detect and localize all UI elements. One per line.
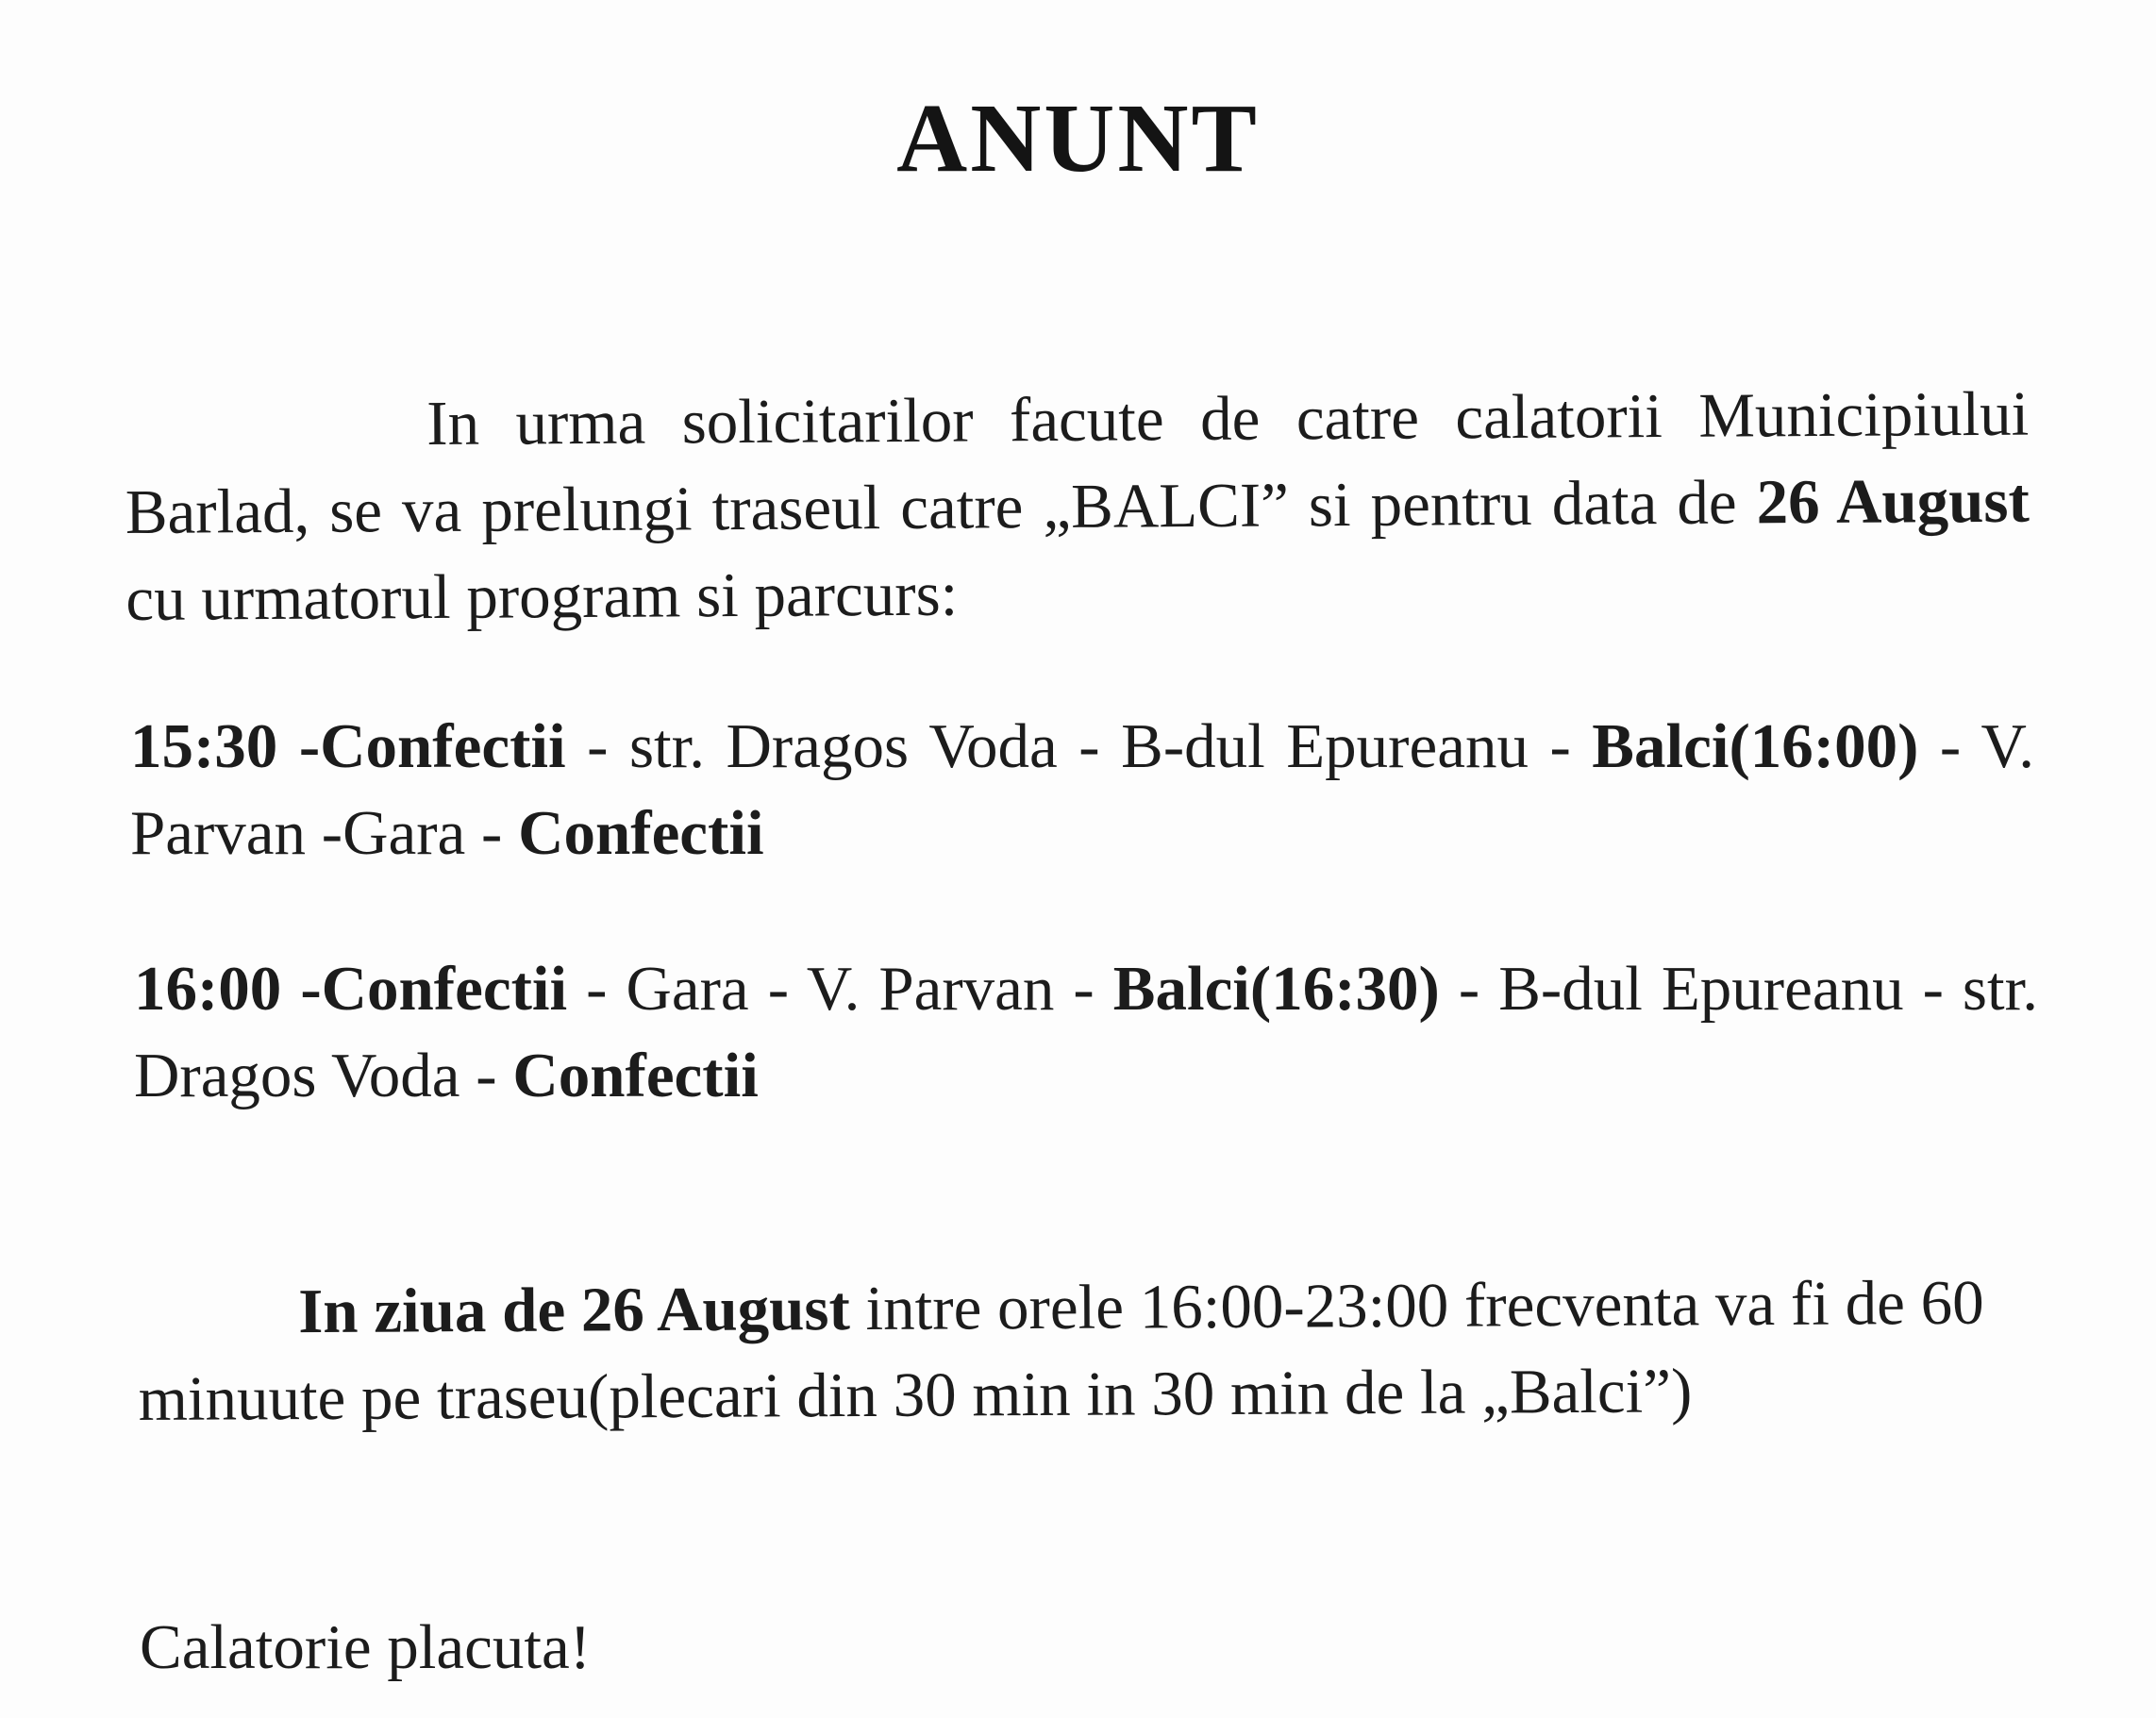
- route-1-segment-b: - V. Parvan -Gara -: [130, 711, 2035, 868]
- intro-paragraph: [125, 371, 2031, 642]
- route-2-end: Confectii: [512, 1041, 759, 1110]
- page-title: ANUNT: [896, 84, 1260, 192]
- route-schedule-1: [130, 703, 2034, 876]
- frequency-paragraph: [138, 1259, 2026, 1443]
- route-2-stop: Balci(16:30): [1112, 954, 1440, 1024]
- route-2-segment-a: - Gara - V. Parvan -: [567, 954, 1113, 1024]
- route-schedule-2: [134, 945, 2038, 1119]
- route-1-stop: Balci(16:00): [1592, 711, 1919, 781]
- intro-date: 26 August: [1756, 465, 2031, 538]
- frequency-text: intre orele 16:00-23:00 frecventa va fi de 60 minuute pe traseu(plecari din 30 min in 30 min de la „Balci”): [138, 1267, 1984, 1434]
- route-1-time: 15:30: [130, 711, 278, 781]
- route-2-segment-b: - B-dul Epureanu - str. Dragos Voda -: [134, 954, 2038, 1110]
- frequency-date: In ziua de 26 August: [298, 1274, 850, 1347]
- closing-greeting: Calatorie placuta!: [140, 1612, 592, 1682]
- route-1-end: Confectii: [518, 798, 764, 868]
- route-1-start: -Confectii: [298, 711, 566, 781]
- intro-lead-text: In urma solicitarilor facute de catre calatorii Municipiului Barlad, se va prelungi traseul catre „BALCI” si pentru data de: [125, 378, 2030, 547]
- route-2-start: -Confectii: [300, 954, 568, 1024]
- intro-tail-text: cu urmatorul program si parcurs:: [125, 559, 959, 634]
- route-1-segment-a: - str. Dragos Voda - B-dul Epureanu -: [565, 711, 1593, 781]
- route-2-time: 16:00: [134, 954, 282, 1024]
